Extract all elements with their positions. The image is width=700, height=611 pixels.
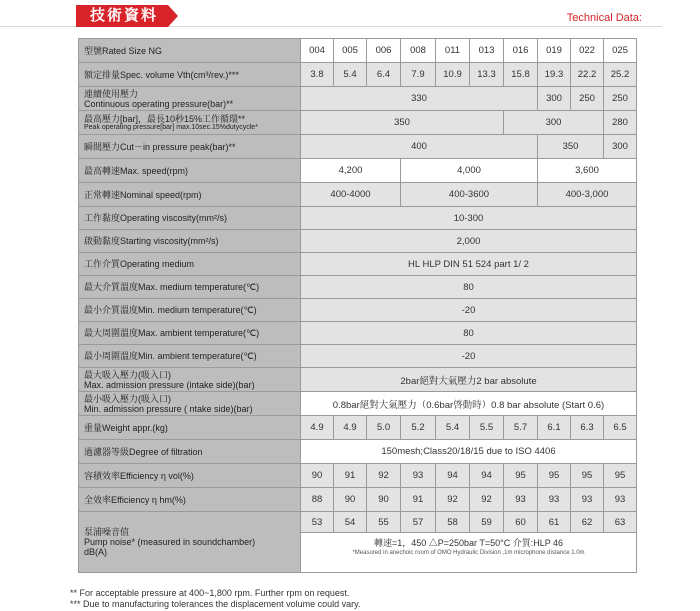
row-medium bbox=[79, 253, 637, 276]
footnote-2: *** Due to manufacturing tolerances the displacement volume could vary. bbox=[70, 599, 361, 609]
noise-conditions: 轉速=1，450 △P=250bar T=50°C 介質:HLP 46 bbox=[373, 538, 564, 548]
row-label: 過濾器等級Degree of filtration bbox=[79, 440, 301, 464]
col-header: 013 bbox=[470, 39, 504, 63]
cell: 6.1 bbox=[538, 416, 571, 440]
cell: 300 bbox=[538, 87, 571, 111]
cell: 93 bbox=[504, 488, 538, 512]
cell: -20 bbox=[301, 345, 637, 368]
row-label: 最小周圍溫度Min. ambient temperature(℃) bbox=[79, 345, 301, 368]
col-header: 011 bbox=[436, 39, 470, 63]
row-size bbox=[79, 39, 637, 63]
cell: 53 bbox=[301, 512, 334, 533]
cell: 4.9 bbox=[334, 416, 367, 440]
cell: 5.0 bbox=[367, 416, 401, 440]
label-en: Peak operating pressure[bar] max.10sec.15%dutycycle* bbox=[84, 123, 258, 131]
cell: 250 bbox=[571, 87, 604, 111]
cell: 55 bbox=[367, 512, 401, 533]
cell: 91 bbox=[334, 464, 367, 488]
cell: 80 bbox=[301, 276, 637, 299]
row-label: 最大周圍溫度Max. ambient temperature(℃) bbox=[79, 322, 301, 345]
row-label: 型號Rated Size NG bbox=[79, 39, 301, 63]
cell: 88 bbox=[301, 488, 334, 512]
label-cn: 最小吸入壓力(吸入口) bbox=[84, 393, 171, 404]
cell: 3.8 bbox=[301, 63, 334, 87]
cell: 5.4 bbox=[334, 63, 367, 87]
row-label: 額定排量Spec. volume Vth(cm³/rev.)*** bbox=[79, 63, 301, 87]
row-weight bbox=[79, 416, 637, 440]
cell: 2,000 bbox=[301, 230, 637, 253]
col-header: 006 bbox=[367, 39, 401, 63]
cell: 95 bbox=[604, 464, 637, 488]
row-max-speed bbox=[79, 159, 637, 183]
cell: 350 bbox=[538, 135, 604, 159]
cell: 4,200 bbox=[301, 159, 401, 183]
row-min-med-temp bbox=[79, 299, 637, 322]
label-en: Max. admission pressure (intake side)(bar) bbox=[84, 379, 255, 390]
row-filtration bbox=[79, 440, 637, 464]
row-noise bbox=[79, 512, 637, 533]
row-min-amb-temp bbox=[79, 345, 637, 368]
row-spec-volume bbox=[79, 63, 637, 87]
row-label bbox=[79, 392, 301, 416]
technical-data-title: Technical Data: bbox=[566, 12, 642, 24]
cell: 93 bbox=[571, 488, 604, 512]
cell: 61 bbox=[538, 512, 571, 533]
cell: -20 bbox=[301, 299, 637, 322]
cell: 92 bbox=[470, 488, 504, 512]
label-cn: 連續使用壓力 bbox=[84, 88, 139, 99]
cell: 93 bbox=[604, 488, 637, 512]
section-tag: 技術資料 bbox=[76, 5, 168, 27]
label-en: Min. admission pressure ( ntake side)(bar) bbox=[84, 403, 253, 414]
row-label bbox=[79, 512, 301, 573]
cell: 19.3 bbox=[538, 63, 571, 87]
cell: 5.4 bbox=[436, 416, 470, 440]
col-header: 016 bbox=[504, 39, 538, 63]
row-label bbox=[79, 87, 301, 111]
row-label: 全效率Efficiency η hm(%) bbox=[79, 488, 301, 512]
cell: 94 bbox=[470, 464, 504, 488]
cell: 300 bbox=[504, 111, 604, 135]
row-label: 正常轉速Nominal speed(rpm) bbox=[79, 183, 301, 207]
row-op-visc bbox=[79, 207, 637, 230]
cell: 300 bbox=[604, 135, 637, 159]
noise-measurement-note: *Measured in anechoic room of OMO Hydraulic Division ,1m microphone distance 1.0m bbox=[352, 550, 585, 556]
row-label: 最高轉速Max. speed(rpm) bbox=[79, 159, 301, 183]
row-label: 工作介質Operating medium bbox=[79, 253, 301, 276]
cell: 400-3,000 bbox=[538, 183, 637, 207]
label-unit: dB(A) bbox=[84, 547, 108, 557]
row-cutin bbox=[79, 135, 637, 159]
cell: 5.7 bbox=[504, 416, 538, 440]
cell: 7.9 bbox=[401, 63, 436, 87]
cell: 4.9 bbox=[301, 416, 334, 440]
row-label: 工作黏度Operating viscosity(mm²/s) bbox=[79, 207, 301, 230]
cell: 6.4 bbox=[367, 63, 401, 87]
cell: 63 bbox=[604, 512, 637, 533]
cell: 60 bbox=[504, 512, 538, 533]
cell: 93 bbox=[538, 488, 571, 512]
row-max-adm bbox=[79, 368, 637, 392]
noise-note-cell bbox=[301, 533, 637, 573]
cell: 25.2 bbox=[604, 63, 637, 87]
row-max-amb-temp bbox=[79, 322, 637, 345]
label-en: Pump noise* (measured in soundchamber) bbox=[84, 537, 256, 547]
col-header: 008 bbox=[401, 39, 436, 63]
col-header: 022 bbox=[571, 39, 604, 63]
cell: 10-300 bbox=[301, 207, 637, 230]
row-min-adm bbox=[79, 392, 637, 416]
cell: 6.3 bbox=[571, 416, 604, 440]
cell: 54 bbox=[334, 512, 367, 533]
cell: 92 bbox=[367, 464, 401, 488]
cell: 400-4000 bbox=[301, 183, 401, 207]
cell: 280 bbox=[604, 111, 637, 135]
cell: 92 bbox=[436, 488, 470, 512]
row-label: 最小介質溫度Min. medium temperature(℃) bbox=[79, 299, 301, 322]
row-label bbox=[79, 111, 301, 135]
cell: 95 bbox=[538, 464, 571, 488]
label-en: Continuous operating pressure(bar)** bbox=[84, 98, 234, 109]
label-cn: 泵浦噪音值 bbox=[84, 527, 130, 537]
cell: HL HLP DIN 51 524 part 1/ 2 bbox=[301, 253, 637, 276]
row-eff-total bbox=[79, 488, 637, 512]
cell: 5.2 bbox=[401, 416, 436, 440]
cell: 80 bbox=[301, 322, 637, 345]
row-label: 啟動黏度Starting viscosity(mm²/s) bbox=[79, 230, 301, 253]
row-label bbox=[79, 368, 301, 392]
cell: 400-3600 bbox=[401, 183, 538, 207]
col-header: 025 bbox=[604, 39, 637, 63]
cell: 57 bbox=[401, 512, 436, 533]
cell: 400 bbox=[301, 135, 538, 159]
cell: 90 bbox=[334, 488, 367, 512]
cell: 59 bbox=[470, 512, 504, 533]
cell: 94 bbox=[436, 464, 470, 488]
footnote-1: ** For acceptable pressure at 400~1,800 rpm. Further rpm on request. bbox=[70, 588, 350, 598]
cell: 330 bbox=[301, 87, 538, 111]
cell: 2bar絕對大氣壓力2 bar absolute bbox=[301, 368, 637, 392]
col-header: 004 bbox=[301, 39, 334, 63]
cell: 58 bbox=[436, 512, 470, 533]
row-max-med-temp bbox=[79, 276, 637, 299]
cell: 95 bbox=[504, 464, 538, 488]
row-eff-vol bbox=[79, 464, 637, 488]
cell: 91 bbox=[401, 488, 436, 512]
row-cont-pressure bbox=[79, 87, 637, 111]
cell: 5.5 bbox=[470, 416, 504, 440]
row-label: 瞬間壓力Cut－in pressure peak(bar)** bbox=[79, 135, 301, 159]
row-peak-pressure bbox=[79, 111, 637, 135]
cell: 15.8 bbox=[504, 63, 538, 87]
cell: 95 bbox=[571, 464, 604, 488]
cell: 93 bbox=[401, 464, 436, 488]
row-start-visc bbox=[79, 230, 637, 253]
cell: 22.2 bbox=[571, 63, 604, 87]
cell: 250 bbox=[604, 87, 637, 111]
cell: 10.9 bbox=[436, 63, 470, 87]
row-label: 容積效率Efficiency η vol(%) bbox=[79, 464, 301, 488]
cell: 4,000 bbox=[401, 159, 538, 183]
cell: 90 bbox=[367, 488, 401, 512]
cell: 62 bbox=[571, 512, 604, 533]
section-tag-arrow bbox=[168, 5, 178, 27]
label-cn: 最高壓力[bar]，最長10秒15%工作循環** bbox=[84, 113, 246, 124]
cell: 13.3 bbox=[470, 63, 504, 87]
col-header: 005 bbox=[334, 39, 367, 63]
cell: 150mesh;Class20/18/15 due to ISO 4406 bbox=[301, 440, 637, 464]
spec-table bbox=[78, 38, 637, 573]
row-label: 最大介質溫度Max. medium temperature(℃) bbox=[79, 276, 301, 299]
row-nom-speed bbox=[79, 183, 637, 207]
row-label: 重量Weight appr.(kg) bbox=[79, 416, 301, 440]
cell: 90 bbox=[301, 464, 334, 488]
cell: 0.8bar絕對大氣壓力（0.6bar啓動時）0.8 bar absolute (Start 0.6) bbox=[301, 392, 637, 416]
cell: 3,600 bbox=[538, 159, 637, 183]
cell: 6.5 bbox=[604, 416, 637, 440]
cell: 350 bbox=[301, 111, 504, 135]
label-cn: 最大吸入壓力(吸入口) bbox=[84, 369, 171, 380]
col-header: 019 bbox=[538, 39, 571, 63]
